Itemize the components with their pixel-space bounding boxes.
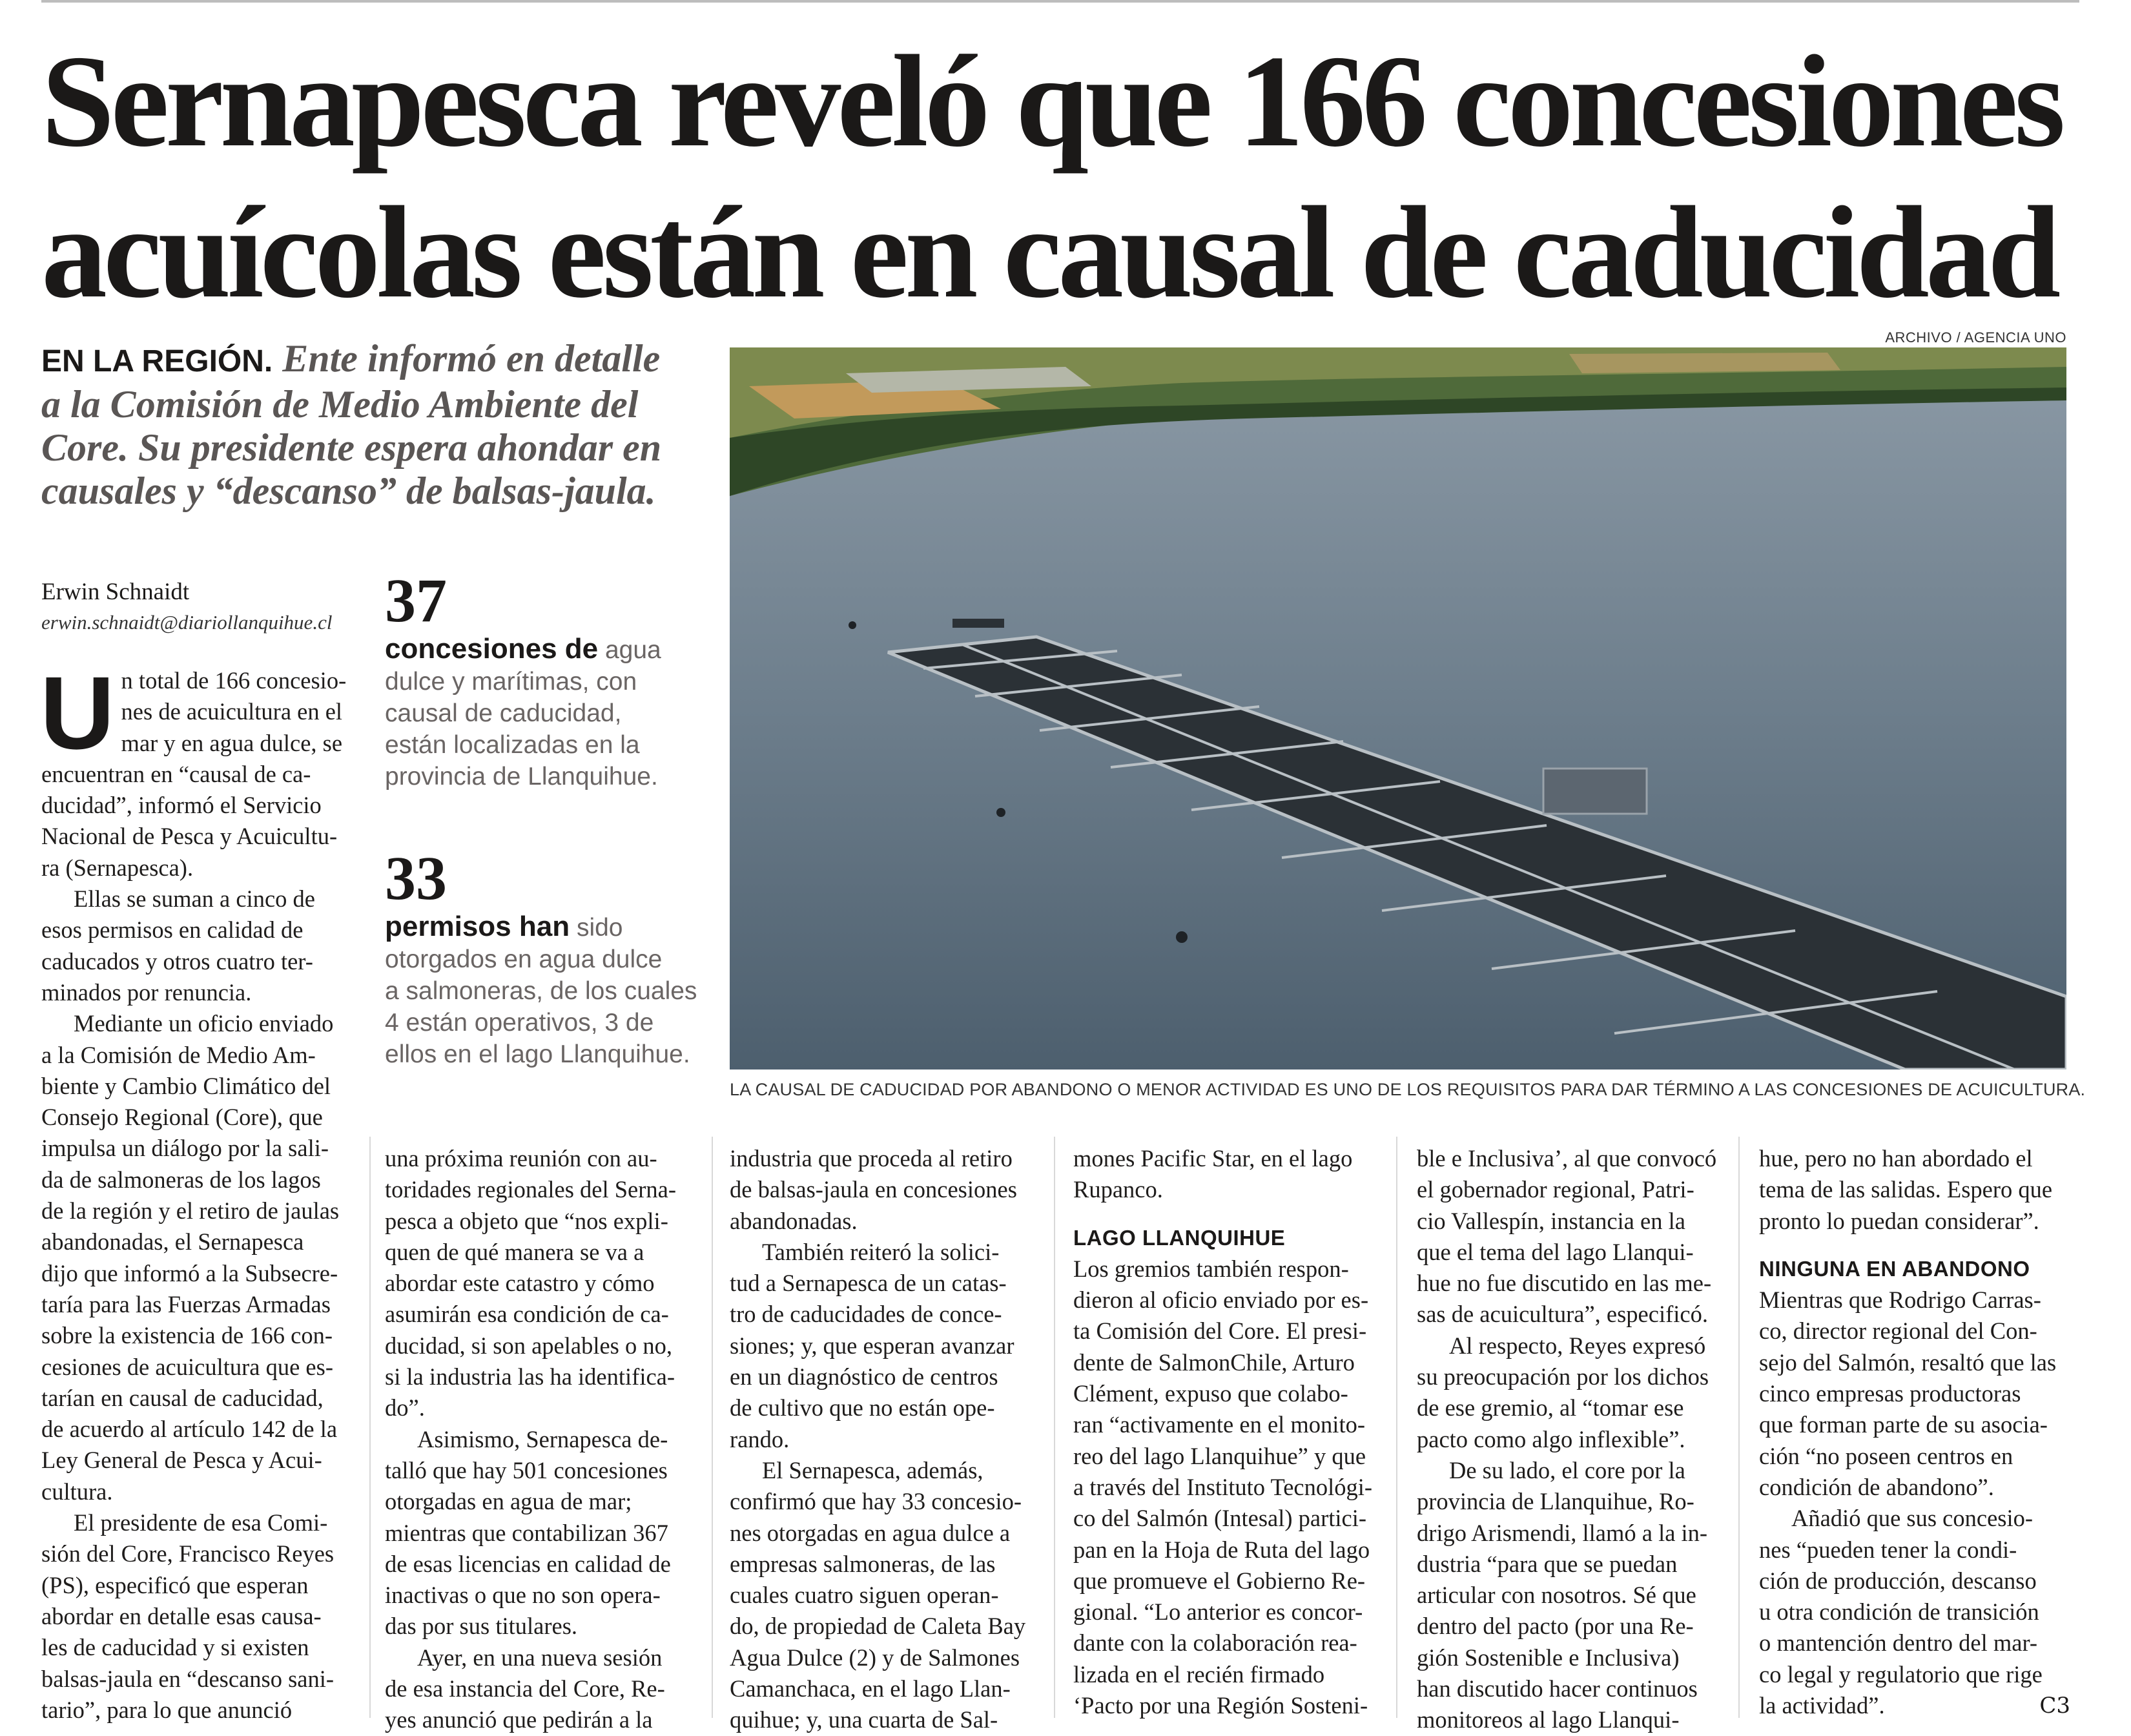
text-line: Nacional de Pesca y Acuicultu- — [41, 823, 338, 850]
text-line: reo del lago Llanquihue” y que — [1073, 1442, 1366, 1469]
stat-text: sido — [576, 914, 623, 942]
text-line: El presidente de esa Comi- — [74, 1509, 328, 1536]
text-line: ción “no poseen centros en — [1759, 1442, 2013, 1469]
text-line: monitoreos al lago Llanqui- — [1417, 1706, 1680, 1733]
photo-credit: ARCHIVO / AGENCIA UNO — [1885, 329, 2066, 346]
text-line: tarían en causal de caducidad, — [41, 1384, 324, 1411]
text-line: nes de acuicultura en el — [121, 698, 343, 725]
text-line: ta Comisión del Core. El presi- — [1073, 1318, 1367, 1345]
text-line: pronto lo puedan considerar”. — [1759, 1207, 2039, 1234]
article-column-4 — [1073, 1143, 1385, 1721]
text-line: Mediante un oficio enviado — [74, 1010, 334, 1037]
drop-cap: U — [40, 655, 115, 770]
stat-text: causal de caducidad, — [385, 699, 622, 727]
article-column-6 — [1759, 1143, 2070, 1721]
text-line: de balsas-jaula en concesiones — [730, 1176, 1017, 1203]
text-line: caducados y otros cuatro ter- — [41, 947, 313, 975]
stat-text: a salmoneras, de los cuales — [385, 977, 697, 1005]
text-line: pacto como algo inflexible”. — [1417, 1425, 1685, 1452]
text-line: la actividad”. — [1759, 1692, 1885, 1719]
text-line: da de salmoneras de los lagos — [41, 1166, 321, 1193]
text-line: pesca a objeto que “nos expli- — [385, 1207, 668, 1234]
text-line: De su lado, el core por la — [1449, 1456, 1685, 1483]
byline-email[interactable]: erwin.schnaidt@diariollanquihue.cl — [41, 611, 333, 634]
text-line: gional. “Lo anterior es concor- — [1073, 1598, 1363, 1626]
byline-author: Erwin Schnaidt — [41, 579, 190, 605]
text-line: tario”, para lo que anunció — [41, 1696, 293, 1723]
text-line: de acuerdo al artículo 142 de la — [41, 1416, 338, 1443]
text-line: nes otorgadas en agua dulce a — [730, 1519, 1011, 1546]
text-line: Rupanco. — [1073, 1176, 1163, 1203]
text-line: ra (Sernapesca). — [41, 854, 194, 881]
subhead-lago-llanquihue: LAGO LLANQUIHUE — [1073, 1225, 1286, 1250]
text-line: Consejo Regional (Core), que — [41, 1104, 323, 1131]
text-line: de esa instancia del Core, Re- — [385, 1675, 665, 1702]
column-divider — [1396, 1137, 1397, 1718]
text-line: de la región y el retiro de jaulas — [41, 1197, 340, 1224]
stat-text: 4 están operativos, 3 de — [385, 1009, 654, 1037]
text-line: de ese gremio, al “tomar ese — [1417, 1394, 1684, 1421]
text-line: gión Sostenible e Inclusiva) — [1417, 1644, 1680, 1671]
text-line: tud a Sernapesca de un catas- — [730, 1270, 1007, 1297]
text-line: abordar en detalle esas causa- — [41, 1602, 322, 1629]
text-line: ducidad”, informó el Servicio — [41, 792, 322, 819]
text-line: sión del Core, Francisco Reyes — [41, 1540, 335, 1567]
column-divider — [369, 1137, 371, 1718]
text-line: dieron al oficio enviado por es- — [1073, 1286, 1369, 1314]
stat-bold: permisos han — [385, 911, 570, 942]
column-divider — [1738, 1137, 1740, 1718]
text-line: sejo del Salmón, resaltó que las — [1759, 1348, 2057, 1376]
headline-line-1: Sernapesca reveló que 166 concesiones — [41, 28, 2062, 174]
stat-number: 37 — [385, 566, 447, 635]
text-line: impulsa un diálogo por la sali- — [41, 1135, 329, 1162]
text-line: mar y en agua dulce, se — [121, 729, 343, 756]
text-line: articular con nosotros. Sé que — [1417, 1582, 1696, 1609]
text-line: balsas-jaula en “descanso sani- — [41, 1665, 335, 1692]
text-line: que el tema del lago Llanqui- — [1417, 1238, 1694, 1265]
text-line: en un diagnóstico de centros — [730, 1363, 998, 1390]
kicker: EN LA REGIÓN. — [41, 344, 273, 378]
text-line: Mientras que Rodrigo Carras- — [1759, 1286, 2041, 1314]
text-line: Ellas se suman a cinco de — [74, 885, 316, 913]
text-line: lizada en el recién firmado — [1073, 1660, 1325, 1688]
text-line: Asimismo, Sernapesca de- — [417, 1425, 668, 1452]
text-line: cesiones de acuicultura que es- — [41, 1353, 333, 1380]
feed-barge — [1543, 769, 1647, 814]
text-line: cio Vallespín, instancia en la — [1417, 1207, 1685, 1234]
text-line: ‘Pacto por una Región Sosteni- — [1073, 1692, 1368, 1719]
text-line: Clément, expuso que colabo- — [1073, 1380, 1348, 1407]
text-line: si la industria las ha identifica- — [385, 1363, 675, 1390]
text-line: tema de las salidas. Espero que — [1759, 1176, 2053, 1203]
text-line: cinco empresas productoras — [1759, 1380, 2021, 1407]
text-line: También reiteró la solici- — [762, 1238, 1000, 1265]
text-line: biente y Cambio Climático del — [41, 1072, 331, 1099]
text-line: drigo Arismendi, llamó a la in- — [1417, 1519, 1708, 1546]
column-divider — [712, 1137, 713, 1718]
text-line: talló que hay 501 concesiones — [385, 1456, 668, 1483]
text-line: taría para las Fuerzas Armadas — [41, 1290, 331, 1318]
text-line: industria que proceda al retiro — [730, 1145, 1013, 1172]
article-column-5 — [1417, 1143, 1728, 1736]
text-line: Al respecto, Reyes expresó — [1449, 1332, 1706, 1359]
text-line: provincia de Llanquihue, Ro- — [1417, 1488, 1694, 1515]
column-divider — [1054, 1137, 1055, 1718]
text-line: o mantención dentro del mar- — [1759, 1629, 2038, 1657]
text-line: mones Pacific Star, en el lago — [1073, 1145, 1353, 1172]
text-line: co legal y regulatorio que rige — [1759, 1660, 2043, 1688]
lead-line-3: Core. Su presidente espera ahondar en — [41, 426, 662, 469]
text-line: empresas salmoneras, de las — [730, 1550, 996, 1577]
text-line: abordar este catastro y cómo — [385, 1270, 655, 1297]
stat-text: están localizadas en la — [385, 731, 640, 759]
text-line: co, director regional del Con- — [1759, 1318, 2037, 1345]
text-line: n total de 166 concesio- — [121, 667, 347, 694]
text-line: cultura. — [41, 1478, 113, 1505]
text-line: quen de qué manera se va a — [385, 1238, 644, 1265]
stat-text: otorgados en agua dulce — [385, 946, 663, 973]
text-line: yes anunció que pedirán a la — [385, 1706, 653, 1733]
text-line: sas de acuicultura”, especificó. — [1417, 1301, 1708, 1328]
text-line: sobre la existencia de 166 con- — [41, 1322, 333, 1349]
stat-number: 33 — [385, 843, 447, 913]
text-line: Los gremios también respon- — [1073, 1255, 1349, 1282]
text-line: abandonadas. — [730, 1207, 858, 1234]
salmon-farm-photo — [730, 347, 2066, 1070]
text-line: inactivas o que no son opera- — [385, 1582, 661, 1609]
subhead-ninguna-en-abandono: NINGUNA EN ABANDONO — [1759, 1256, 2030, 1281]
text-line: cuales cuatro siguen operan- — [730, 1582, 999, 1609]
headline-line-2: acuícolas están en causal de caducidad — [41, 180, 2057, 326]
lead-line-1: Ente informó en detalle — [282, 337, 661, 380]
text-line: ran “activamente en el monito- — [1073, 1411, 1365, 1438]
text-line: dente de SalmonChile, Arturo — [1073, 1348, 1355, 1376]
text-line: (PS), especificó que esperan — [41, 1571, 309, 1598]
text-line: ción de producción, descanso — [1759, 1567, 2037, 1594]
stat-text: dulce y marítimas, con — [385, 668, 637, 696]
lead-paragraph — [41, 337, 694, 513]
stat-bold: concesiones de — [385, 633, 599, 665]
text-line: que promueve el Gobierno Re- — [1073, 1567, 1366, 1594]
stat-box-2 — [385, 843, 701, 1070]
lead-line-2: a la Comisión de Medio Ambiente del — [41, 383, 639, 426]
lead-line-4: causales y “descanso” de balsas-jaula. — [41, 470, 656, 512]
text-line: a través del Instituto Tecnológi- — [1073, 1473, 1373, 1500]
text-line: de esas licencias en calidad de — [385, 1550, 671, 1577]
text-line: que forman parte de su asocia- — [1759, 1411, 2048, 1438]
stat-box-1 — [385, 568, 701, 792]
text-line: siones; y, que esperan avanzar — [730, 1332, 1014, 1359]
text-line: el gobernador regional, Patri- — [1417, 1176, 1694, 1203]
text-line: confirmó que hay 33 concesio- — [730, 1488, 1022, 1515]
article-column-1 — [40, 655, 351, 1726]
text-line: das por sus titulares. — [385, 1613, 578, 1640]
text-line: dustria “para que se puedan — [1417, 1550, 1678, 1577]
text-line: dijo que informó a la Subsecre- — [41, 1259, 338, 1286]
text-line: abandonadas, el Sernapesca — [41, 1228, 304, 1256]
text-line: ducidad, si son apelables o no, — [385, 1332, 673, 1359]
text-line: do”. — [385, 1394, 425, 1421]
text-line: hue, pero no han abordado el — [1759, 1145, 2033, 1172]
photo-caption: LA CAUSAL DE CADUCIDAD POR ABANDONO O MENOR ACTIVIDAD ES UNO DE LOS REQUISITOS PARA DAR TÉRMINO A LAS CONCESIONES DE ACUICULTURA. — [730, 1080, 2086, 1099]
text-line: co del Salmón (Intesal) partici- — [1073, 1505, 1367, 1532]
text-line: tro de caducidades de conce- — [730, 1301, 1002, 1328]
text-line: Agua Dulce (2) y de Salmones — [730, 1644, 1020, 1671]
text-line: do, de propiedad de Caleta Bay — [730, 1613, 1026, 1640]
text-line: de cultivo que no están ope- — [730, 1394, 995, 1421]
text-line: Añadió que sus concesio- — [1791, 1505, 2033, 1532]
text-line: a la Comisión de Medio Am- — [41, 1041, 316, 1068]
text-line: otorgadas en agua de mar; — [385, 1488, 632, 1515]
text-line: les de caducidad y si existen — [41, 1634, 309, 1661]
text-line: encuentran en “causal de ca- — [41, 760, 311, 787]
article-column-2 — [385, 1143, 696, 1736]
headline — [41, 26, 2095, 328]
article-column-3 — [730, 1143, 1041, 1736]
text-line: pan en la Hoja de Ruta del lago — [1073, 1536, 1370, 1563]
top-rule — [41, 0, 2079, 3]
text-line: hue no fue discutido en las me- — [1417, 1270, 1712, 1297]
text-line: mientras que contabilizan 367 — [385, 1519, 668, 1546]
text-line: minados por renuncia. — [41, 978, 252, 1006]
text-line: Ley General de Pesca y Acui- — [41, 1447, 322, 1474]
text-line: Ayer, en una nueva sesión — [417, 1644, 663, 1671]
text-line: Camanchaca, en el lago Llan- — [730, 1675, 1011, 1702]
text-line: dante con la colaboración rea- — [1073, 1629, 1357, 1657]
text-line: ble e Inclusiva’, al que convocó — [1417, 1145, 1717, 1172]
text-line: u otra condición de transición — [1759, 1598, 2039, 1626]
stat-text: provincia de Llanquihue. — [385, 763, 658, 790]
stat-text: ellos en el lago Llanquihue. — [385, 1040, 690, 1068]
text-line: han discutido hacer continuos — [1417, 1675, 1698, 1702]
stat-text: agua — [604, 636, 661, 664]
text-line: El Sernapesca, además, — [762, 1456, 983, 1483]
text-line: rando. — [730, 1425, 790, 1452]
text-line: una próxima reunión con au- — [385, 1145, 657, 1172]
text-line: dentro del pacto (por una Re- — [1417, 1613, 1694, 1640]
text-line: su preocupación por los dichos — [1417, 1363, 1709, 1390]
text-line: condición de abandono”. — [1759, 1473, 1994, 1500]
text-line: toridades regionales del Serna- — [385, 1176, 677, 1203]
text-line: asumirán esa condición de ca- — [385, 1301, 669, 1328]
text-line: quihue; y, una cuarta de Sal- — [730, 1706, 998, 1733]
text-line: nes “pueden tener la condi- — [1759, 1536, 2017, 1563]
text-line: esos permisos en calidad de — [41, 916, 304, 944]
end-mark-icon: C3 — [2039, 1693, 2070, 1719]
